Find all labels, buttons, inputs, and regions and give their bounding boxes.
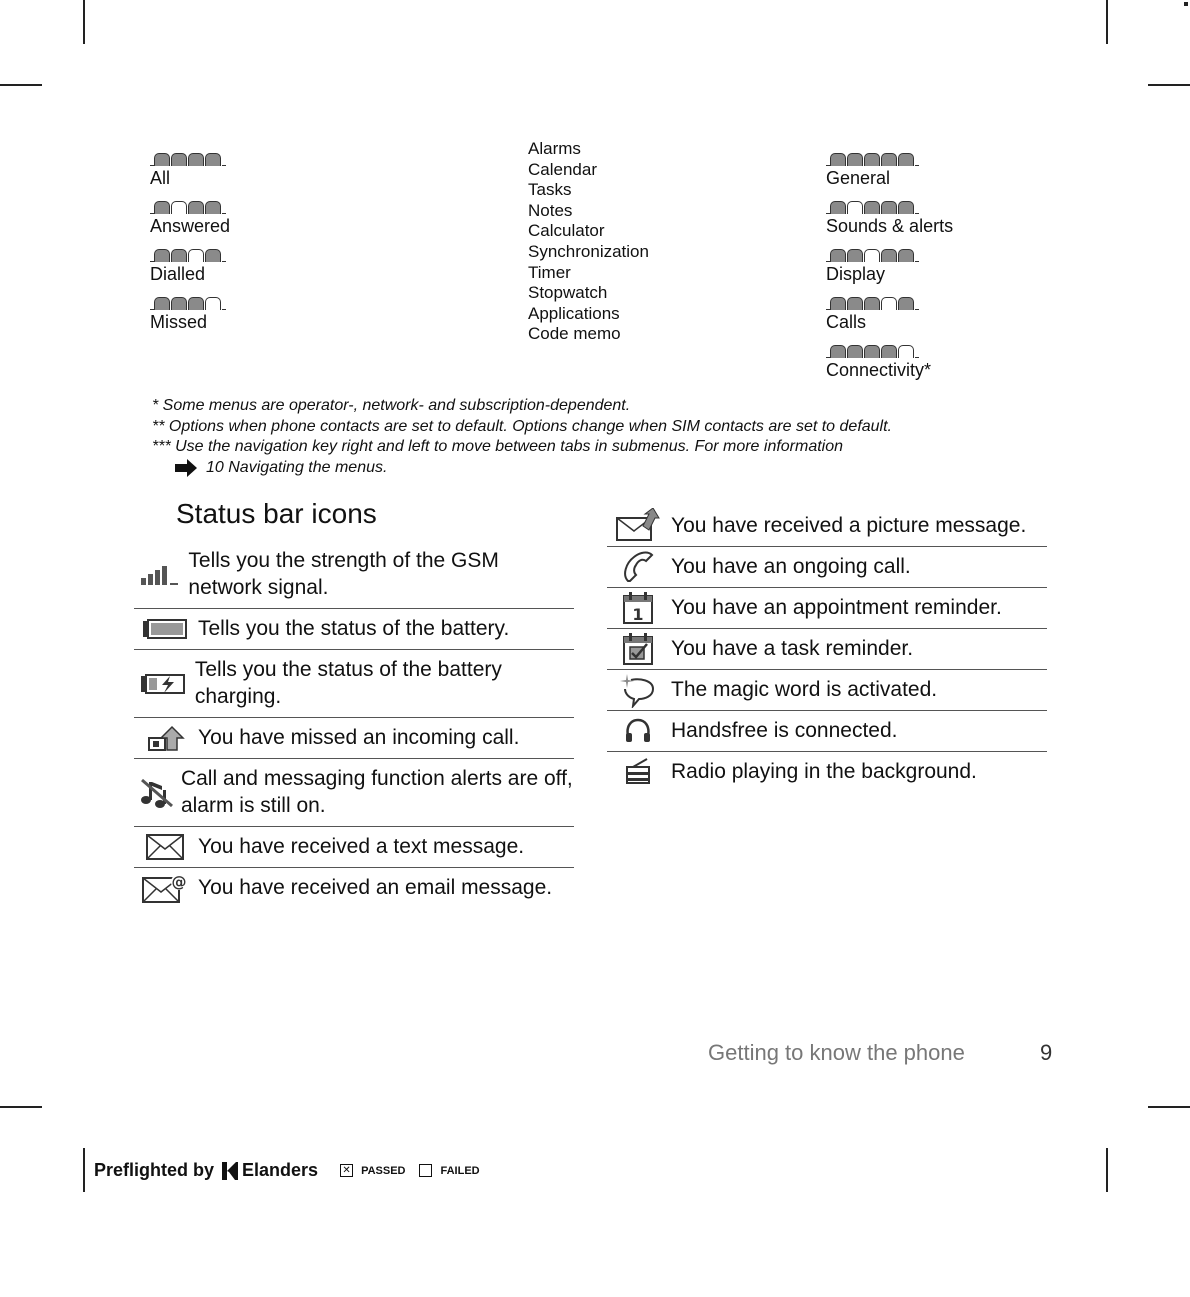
- menu-label: Connectivity*: [826, 360, 932, 380]
- status-description: Handsfree is connected.: [671, 719, 898, 742]
- preflight-brand: Elanders: [242, 1160, 319, 1180]
- battery-charging-icon: [134, 650, 193, 717]
- menu-item: Alarms: [528, 139, 581, 158]
- status-description: Radio playing in the background.: [671, 760, 977, 783]
- handsfree-icon: [607, 711, 669, 751]
- tabs-icon: [826, 292, 953, 310]
- table-row: [607, 629, 1047, 670]
- tabs-icon: [150, 292, 230, 310]
- crop-mark: [83, 1148, 85, 1192]
- status-description: You have received an email message.: [198, 876, 553, 899]
- tabs-icon: [150, 196, 230, 214]
- svg-text:@: @: [171, 873, 187, 891]
- failed-checkbox: [419, 1164, 432, 1177]
- tabs-icon: [826, 340, 953, 358]
- passed-mark: ✕: [342, 1165, 351, 1176]
- table-row: [134, 541, 574, 609]
- menu-item: Code memo: [528, 324, 621, 344]
- menu-label: Calls: [826, 312, 867, 332]
- corner-dot: [1184, 2, 1188, 6]
- crop-mark: [0, 84, 42, 86]
- status-table-right: [607, 506, 1047, 792]
- status-description: You have received a picture message.: [671, 514, 1027, 537]
- menu-entry: [826, 244, 953, 292]
- menu-entry: [150, 148, 230, 196]
- table-row: [134, 718, 574, 759]
- table-row: [607, 711, 1047, 752]
- menu-label: All: [150, 168, 171, 188]
- menu-item: Applications: [528, 303, 620, 323]
- radio-icon: [607, 752, 669, 792]
- email-message-icon: [134, 868, 196, 908]
- crop-mark: [1148, 1106, 1190, 1108]
- crop-mark: [83, 0, 85, 44]
- menu-entry: [826, 292, 953, 340]
- menu-label: Display: [826, 264, 886, 284]
- svg-text:1: 1: [632, 605, 644, 624]
- appointment-reminder-icon: [607, 588, 669, 628]
- status-description: The magic word is activated.: [671, 678, 938, 701]
- menu-entry: [826, 196, 953, 244]
- table-row: [134, 609, 574, 650]
- tabs-icon: [150, 244, 230, 262]
- elanders-logo-icon: [222, 1162, 238, 1180]
- menu-item: Synchronization: [528, 241, 649, 261]
- tabs-icon: [826, 244, 953, 262]
- page-number: 9: [1040, 1040, 1053, 1065]
- status-description: You have an ongoing call.: [671, 555, 911, 578]
- footnotes: [152, 396, 892, 478]
- table-row: [607, 547, 1047, 588]
- menu-item: Calculator: [528, 221, 605, 241]
- menu-item: Stopwatch: [528, 283, 608, 303]
- crop-mark: [1106, 1148, 1108, 1192]
- task-reminder-icon: [607, 629, 669, 669]
- table-row: [607, 752, 1047, 792]
- table-row: [134, 827, 574, 868]
- menu-entry: [150, 244, 230, 292]
- menu-item: Timer: [528, 262, 571, 282]
- picture-message-icon: [607, 506, 669, 546]
- crop-mark: [1106, 0, 1108, 44]
- status-description: Tells you the status of the battery.: [198, 617, 510, 640]
- preflight-stamp: [94, 1160, 480, 1181]
- ongoing-call-icon: [607, 547, 669, 587]
- footnote: ** Options when phone contacts are set to default. Options change when SIM contacts are set to default.: [152, 417, 892, 435]
- menu-entry: [826, 148, 953, 196]
- tabs-icon: [826, 148, 953, 166]
- text-message-icon: [134, 827, 196, 867]
- menu-label: Answered: [150, 216, 231, 236]
- menu-label: General: [826, 168, 891, 188]
- table-row: [134, 868, 574, 908]
- menu-label: Sounds & alerts: [826, 216, 954, 236]
- menu-label: Missed: [150, 312, 208, 332]
- alerts-off-icon: [134, 759, 179, 826]
- calls-menu: [150, 148, 230, 340]
- missed-call-icon: [134, 718, 196, 758]
- settings-menu: [826, 148, 953, 388]
- footnote-ref: [152, 458, 892, 479]
- passed-label: PASSED: [361, 1164, 406, 1177]
- failed-label: FAILED: [440, 1164, 480, 1177]
- menu-item: Notes: [528, 200, 573, 220]
- status-description: You have a task reminder.: [671, 637, 914, 660]
- section-title: Status bar icons: [176, 498, 377, 529]
- crop-mark: [1148, 84, 1190, 86]
- table-row: [607, 588, 1047, 629]
- tabs-icon: [826, 196, 953, 214]
- footnote: * Some menus are operator-, network- and subscription-dependent.: [152, 397, 631, 414]
- passed-checkbox: [340, 1164, 353, 1177]
- table-row: [607, 506, 1047, 547]
- menu-item: Calendar: [528, 159, 597, 179]
- table-row: [134, 759, 574, 827]
- status-description: You have missed an incoming call.: [198, 726, 520, 749]
- battery-icon: [134, 609, 196, 649]
- status-description: Tells you the strength of the GSM network signal.: [188, 549, 499, 599]
- table-row: [134, 650, 574, 718]
- tabs-icon: [150, 148, 230, 166]
- menu-entry: [150, 292, 230, 340]
- status-description: You have an appointment reminder.: [671, 596, 1002, 619]
- status-description: Tells you the status of the battery charging.: [194, 658, 502, 708]
- preflight-label: Preflighted by: [94, 1160, 215, 1180]
- crop-mark: [0, 1106, 42, 1108]
- footnote: *** Use the navigation key right and left to move between tabs in submenus. For more information: [152, 438, 844, 455]
- table-row: [607, 670, 1047, 711]
- menu-entry: [826, 340, 953, 388]
- menu-label: Dialled: [150, 264, 206, 284]
- status-table-left: [134, 541, 574, 908]
- menu-item: Tasks: [528, 180, 572, 200]
- status-description: You have received a text message.: [198, 835, 525, 858]
- signal-strength-icon: [134, 541, 186, 608]
- organizer-menu: [528, 139, 649, 345]
- menu-entry: [150, 196, 230, 244]
- status-description: Call and messaging function alerts are off, alarm is still on.: [180, 767, 573, 817]
- arrow-right-icon: [174, 459, 198, 477]
- footnote-link[interactable]: 10 Navigating the menus.: [206, 458, 388, 476]
- magic-word-icon: [607, 670, 669, 710]
- running-footer: Getting to know the phone: [708, 1040, 965, 1065]
